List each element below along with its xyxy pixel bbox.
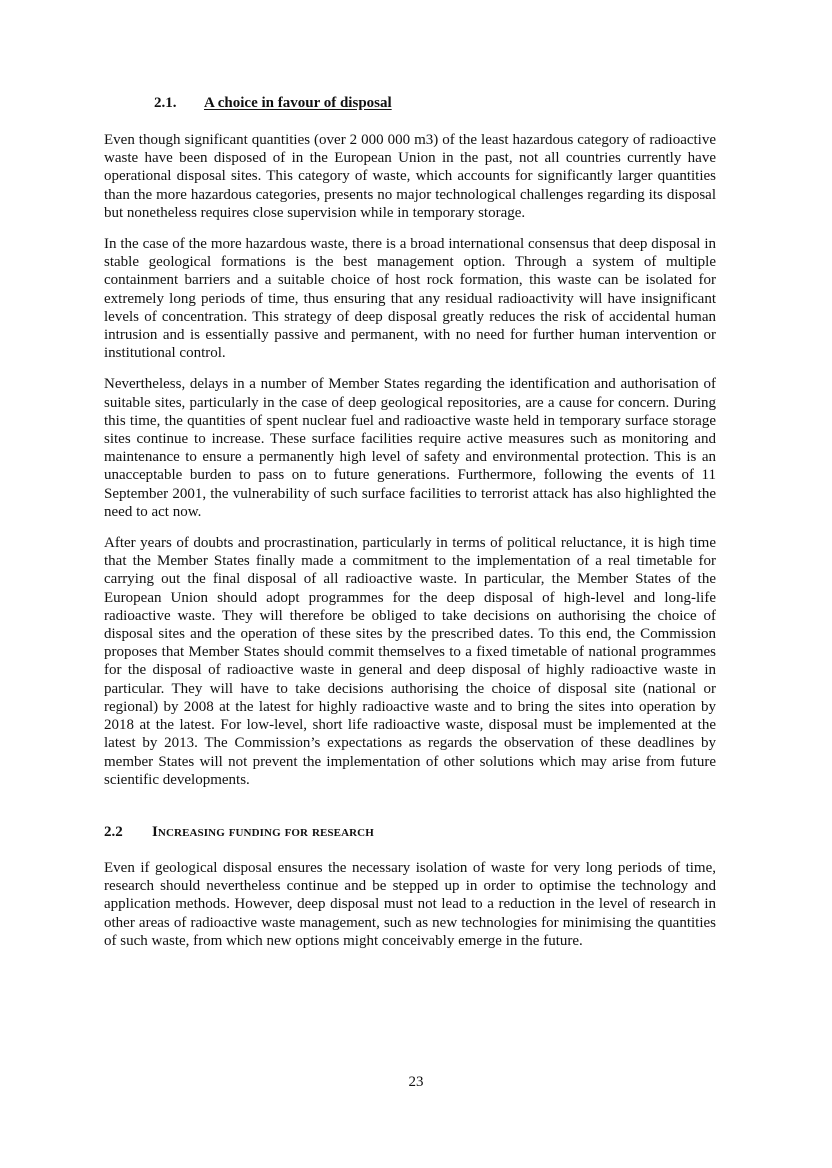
document-page xyxy=(104,94,716,950)
paragraph: Even if geological disposal ensures the necessary isolation of waste for very long periods of time, research should nevertheless continue and be stepped up in order to optimise the technology and application methods. However, deep disposal must not lead to a reduction in the level of research in other areas of radioactive waste management, such as new technologies for minimising the quantities of such waste, from which new options might conceivably emerge in the future. xyxy=(104,859,716,949)
page-number: 23 xyxy=(408,1074,424,1090)
paragraph: After years of doubts and procrastination, particularly in terms of political reluctance, it is high time that the Member States finally made a commitment to the implementation of a real timetable for carrying out the final disposal of all radioactive waste. In particular, the Member States of the European Union should adopt programmes for the deep disposal of high-level and long-life radioactive waste. They will therefore be obliged to take decisions on authorising the choice of disposal sites and the operation of these sites by the prescribed dates. To this end, the Commission proposes that Member States should commit themselves to a fixed timetable of national programmes for the disposal of radioactive waste in general and deep disposal of highly radioactive waste in particular. They will have to take decisions authorising the choice of disposal site (national or regional) by 2008 at the latest for highly radioactive waste and to bring the sites into operation by 2018 at the latest. For low-level, short life radioactive waste, disposal must be implemented at the latest by 2013. The Commission’s expectations as regards the observation of these deadlines by member States will not prevent the implementation of other solutions which may arise from future scientific developments. xyxy=(104,535,716,788)
paragraph: Nevertheless, delays in a number of Member States regarding the identification and authorisation of suitable sites, particularly in the case of deep geological repositories, are a cause for concern. During this time, the quantities of spent nuclear fuel and radioactive waste held in temporary surface storage sites continue to increase. These surface facilities require active measures such as monitoring and maintenance to ensure a permanently high level of safety and environmental protection. This is an unacceptable burden to pass on to future generations. Furthermore, following the events of 11 September 2001, the vulnerability of such surface facilities to terrorist attack has also highlighted the need to act now. xyxy=(104,376,716,520)
section-title: Increasing funding for research xyxy=(152,823,374,840)
section-title: A choice in favour of disposal xyxy=(204,95,392,111)
section-heading-2-2 xyxy=(104,823,716,842)
section-number: 2.1. xyxy=(154,95,177,111)
section-heading-2-1 xyxy=(104,94,716,113)
section-number: 2.2 xyxy=(104,823,123,840)
paragraph: Even though significant quantities (over 2 000 000 m3) of the least hazardous category of radioactive waste have been disposed of in the European Union in the past, not all countries currently have operational disposal sites. This category of waste, which accounts for significantly larger quantities than the more hazardous categories, presents no major technological challenges regarding its disposal but nonetheless requires close supervision while in temporary storage. xyxy=(104,132,716,221)
paragraph: In the case of the more hazardous waste, there is a broad international consensus that deep disposal in stable geological formations is the best management option. Through a system of multiple containment barriers and a suitable choice of host rock formation, this waste can be isolated for extremely long periods of time, thus ensuring that any residual radioactivity will have insignificant levels of concentration. This strategy of deep disposal greatly reduces the risk of accidental human intrusion and is essentially passive and permanent, with no need for further human intervention or institutional control. xyxy=(104,236,716,362)
